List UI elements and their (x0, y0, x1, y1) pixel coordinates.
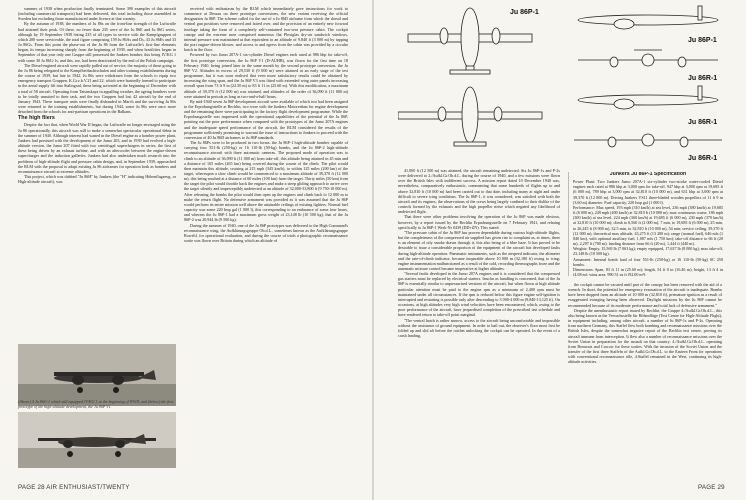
body-paragraph: This project, which was dubbed "Ju 86H" by Junkers (the "H" indicating Höhenflugzeug, or High-altitude aircraft), was (18, 174, 176, 185)
body-paragraph: Performance: Max speed, 193 mph (310 km/h) at sea level, 236 mph (380 km/h) at 19,685 ft (6 000 m), 249 mph (400 km/h) at 32,810 ft (10 000 m); max continuous cruise, 186 mph (300 km/h) at sea level, 224 mph (360 km/h) at 19,685 ft (6 000 m), 230 mph (370 km/h) at 32,810 ft (10 000 m); climb to 6,560 ft (2 000 m), 7 min, to 19,685 ft (6 000 m), 25 min, to 26,245 ft (8 000 m), 32.5 min, to 32,810 ft (10 000 m), 54 min; service ceiling, 39,370 ft (12 000 m), theoretical max altitude, 43,275 ft (13 200 m); range (normal fuel), 646 mls (1 040 km), with optional auxiliary fuel, 1,087 mls (1 750 km); take-off distance to 66 ft (20 m), 2,297 ft (700 m); landing distance from 66 ft (20 m), 1,444 ft (440 m). (573, 204, 723, 247)
aircraft-photo-bottom (18, 412, 176, 468)
drawing-label: Ju 86R-1 (688, 119, 718, 126)
right-page (374, 0, 746, 500)
body-paragraph: "The pressure cabin of the Ju 86P has proven dependable during various high-altitude flights, but the completeness of the compressed air supplied has given rise to complaint as, at times, there is an element of oily smoke drawn through it, this also being of a blue haze. It has proved to be desirable to issue a considerable proportion of the equipment of the aircraft has developed faults during high-altitude operation. Pneumatic instruments, such as the airspeed indicator, the altimeter and the rate-of-climb indicator, became inoperable above 10 000 m (32,180 ft) owing to icing; engine instrumentation malfunctioned as a result of the cold, recording thermographs froze and the automatic mixture control became inoperative at higher altitudes. (398, 229, 560, 271)
left-column-2 (184, 6, 348, 478)
drawing-svg (398, 0, 738, 168)
body-paragraph: By the autumn of 1938, the numbers of Ju 86s on the front-line strength of the Luftwaffe had attained their peak. Of these, no fewer than 235 were of the Ju 86E and Ju 86G series, although by 19 September 1938 listing 235 of all types in service with the Kampfgruppen of which 200 were serviceable, the total figure comprising 159 Ju 86As and Ds, 43 Ju 86Es and 33 Ju 86Gs. From this point the phase-out of the Ju 86 from the Luftwaffe's first-line elements began, its tempo increasing sharply from the beginning of 1939, and when hostilities began in September of that year only one Gruppe still possessed the Junkers bomber, this being IV/KG 1 with some 30 Ju 86G-1s, and this, too, had been deactivated by the end of the Polish campaign. (18, 21, 176, 63)
body-paragraph: The Ju 86Ps were to be produced in two forms: the Ju 86P-1 high-altitude bomber capable of carrying four 551-lb (250-kg) or 16 110-lb (50-kg) bombs, and the Ju 86P-2 high-altitude reconnaissance aircraft with three automatic cameras. The proposed mode of operation was to climb to an altitude of 36,090 ft (11 000 m) from take-off, this altitude being attained in 45 min and a distance of 165 miles (265 km) being covered during the course of the climb. The pilot would then maintain this altitude, cruising at 215 mph (345 km/h), to within 125 miles (200 km) of the target, whereupon a slow climb would be commenced to a maximum altitude of 39,370 ft (12 000 m), this being reached at a distance of 60 miles (100 km) from the target. Thirty miles (50 km) from the target the pilot would throttle back the engines and make a steep gliding approach to arrive over the target silently and imperceptibly undetected at an altitude of 32,000-33,800 ft (9 750-10 000 m). After releasing the bombs the pilot would then open up the engines and climb back to 12 000 m to make the return flight. No defensive armament was provided as it was assumed that the Ju 86P would perform its entire mission well above the attainable ceilings of existing fighters. Normal fuel capacity was some 220 Imp gal (1 000 l), this corresponding to an endurance of some four hours, and whereas the Ju 86P-1 had a maximum gross weight of 23,148 lb (10 500 kg), that of the Ju 86P-2 was 20,944 lb (9 500 kg). (184, 140, 348, 223)
body-paragraph: By mid-1940 seven Ju 86P development aircraft were available of which two had been assigned to the Erprobungsstelle at Rechlin, two were with the Junkers Motorenbau for engine development and the remaining three were participating in the factory flight development programme. While the Erprobungsstelle was impressed with the operational capabilities of the potential of the Ju 86P, pointing out the poor performance when compared with the prototypes of the Jumo 207A engines and the inadequate speed performance of the aircraft, the RLM considered the results of the programme sufficiently promising to warrant the issue of instructions to Junkers to proceed with the conversion of 40 Ju 86D airframes to Ju 86P standards. (184, 98, 348, 140)
body-paragraph: "The ventral hatch is rather narrow, access to the aircraft being uncomfortable and impossible without the assistance of ground equipment. In order to bail out, the observer's floor must first be folded up and slid aft before the ratchet unlocking the cockpit can be operated. In the event of a crash landing, (398, 317, 560, 338)
photo-caption: (Above) A Ju 86G-1 which still equipped IV/KG 1 at the beginning of WWII, and (below) the first prototype of the high-altitude development, the Ju 86P V1. (18, 399, 174, 409)
body-paragraph: Armament: Internal bomb load of four 551-lb (250-kg) or 16 110-lb (50-kg) SC 250 bombs. (573, 256, 723, 267)
body-paragraph: 41,000 ft (12 500 m) was attained, the aircraft remaining undetected. Six Ju 86P-1s and P-2s were delivered to 2./Aufkl.Gr.Ob.d.L. during the course of 1940, and a few missions were flown over the British Isles with indifferent success. A mission report dated 10 December 1940 was, nevertheless, comparatively enthusiastic, commenting that some hundreds of flights up to and above 32,810 ft (10 000 m) had been carried out to that date, including many at night and under difficult to severe icing conditions. The Ju 86P-1, it was considered, was satisfied with both the aircraft and its engines, the observations of the crews being largely confined to their dislike of the controls formed by the exhausts and the high propeller noise which negated any likelihood of undetected flight. (398, 168, 560, 215)
specification-box (568, 172, 723, 276)
drawing-label: Ju 86P-1 (688, 37, 717, 44)
body-paragraph: received with enthusiasm by the RLM which immediately gave instructions for work to commence at Dessau on three prototype conversions, the new variant receiving the official designation Ju 86P. The scheme called for the use of a Ju 86D airframe from which the dorsal and ventral gun positions were removed and faired over, and the provision of an entirely new forward fuselage taking the form of a completely self-contained two-seat pressure cabin. The cockpit canopy and the extreme nose comprised numerous flat Plexiglas dry-air sandwich windows, internal pressure was maintained at that equivalent to an altitude of 9,840 ft (3 000 m) by tapping the port engine-driven blower, and access to and egress from the cabin was provided by a circular hatch in the floor. (184, 6, 348, 53)
body-paragraph: "Several faults developed in the Jumo 207A engines and it is considered that the compressed gas starters must be replaced by electrical starters. Insofar as handling is concerned, that of the Ju 86P is essentially similar to unpressurised versions of the aircraft, but when flown at high altitude particular attention must be paid to the engine rpm as a minimum of 2,400 rpm must be maintained under all circumstances. If the rpm is reduced below this figure engine self-ignition is interrupted and restarting is possible only after descending to 3 000-4 000 m (9,840-13,125 ft). On occasions, at high altitudes very high wind velocities have been encountered, which, owing to the poor performance of the aircraft, have jeopardised completion of the prescribed test schedule and have rendered return to take-off point marginal. (398, 271, 560, 318)
body-paragraph: the cockpit cannot be vacated until part of the canopy has been removed with the aid of a wrench. In short, the potential for emergency evacuation of the aircraft is inadequate. Bombs have been dropped from an altitude of 10 000 m (32,810 ft), premature ignition as a result of exaggerated swinging having been observed. Daylight missions by the Ju 86P cannot be recommended because of its moderate performance and total lack of defensive armament." (568, 282, 722, 308)
aircraft-photo-top (18, 344, 176, 406)
body-paragraph: The Diesel-engined aircraft were rapidly pulled out of service, the majority of these going to the Ju 86 being relegated to the Kampfbeobachtschulen and other training establishments during the course of 1939, but late in 1942, Ju 86s were withdrawn from the schools to equip two emergency transport Gruppen, K.Gr.z.b.V.21 and 22, which were hurriedly formed to participate in the aerial supply lift into Stalingrad, these being activated at the beginning of December with a total of 58 aircraft. Operating from Tatsinskaya in appalling weather, the ageing bombers were to be totally unsuited to their task, and the two Gruppen had lost 42 aircraft by the end of January 1943. These transport units were finally disbanded in March and the surviving Ju 86s were returned to the training establishments, but during 1944, some Ju 86s were once more detached from the schools for anti-partisan operations in the Balkans. (18, 62, 176, 115)
body-paragraph: Weights: Empty, 15,569 lb (7 063 kg); empty equipped, 17,637 lb (8 000 kg); max take-off, 23,148 lb (10 500 kg). (573, 246, 723, 257)
body-paragraph: Powered by two Jumo 207A-1 six-cylinder Diesel engines each rated at 986 bhp for take-off, the first prototype conversion, the Ju 86P V1 (D-AUHB), was flown for the first time on 18 February 1940, being joined later in the same month by the second prototype conversion, the Ju 86P V2. Altitudes in excess of 29,530 ft (9 000 m) were attained at an early stage of the test programme, but it was soon realised that even more satisfactory results could be obtained by increasing the wing span, and the Ju 86P V3 was fitted with extended wing outer panels increasing overall span from 73 ft 9 in (22.50 m) to 83 ft 11 in (25.60 m). With this modification, a maximum altitude of 39,370 ft (12 000 m) was attained, and altitudes of the order of 36,090 ft (11 000 m) were attained in periods as long as two-and-a-half hours. (184, 52, 348, 99)
body-paragraph: Despite the fact that, when World War II began, the Luftwaffe no longer envisaged using the Ju 86 operationally, this aircraft was still to make a somewhat spectacular operational debut in the summer of 1940. Although interest had waned in the Diesel engine as a bomber power plant, Junkers had persisted with the development of the Jumo 205, and in 1939 had evolved a high-altitude version, the Jumo 207 fitted with two centrifugal superchargers in series, the first of these being driven by an exhaust turbine, and with an aftercooler between the engine-driven supercharger and the induction galleries. Junkers had also undertaken much research into the problems of high-altitude flight and pressure cabin design, and, in September 1939, approached the RLM with the proposal to adapt existing Ju 86 airframes for operation both as bombers and reconnaissance aircraft at extreme altitudes. (18, 122, 176, 174)
drawing-label: Ju 86P-1 (510, 9, 539, 16)
body-paragraph: summer of 1938 when production finally terminated. Some 390 examples of this aircraft (including commercial transports) had been delivered, this total including those assembled in Sweden but excluding those manufactured under licence at that country. (18, 6, 176, 22)
spec-title: Junkers Ju 86P-1 Specification (609, 172, 687, 177)
drawing-label: Ju 86R-1 (688, 75, 718, 82)
page-folio-left: PAGE 28 AIR ENTHUSIAST/TWENTY (18, 484, 130, 491)
body-paragraph: That there were other problems involving the operation of the Ju 86P was made obvious, however, by a report issued by the Rechlin Erprobungsstelle on 7 February 1941, and relating specifically to Ju 86P-1 Werk-Nr 0439 (DD+ZN). This stated: (398, 214, 560, 230)
body-paragraph: Dimensions: Span, 83 ft 11 in (25.60 m); length, 54 ft 0 in (16.46 m); height, 13 ft 4 in (4.08 m); wing area, 990.51 sq ft (92.00 m²). (573, 266, 723, 276)
right-column-1 (398, 168, 560, 478)
body-paragraph: Power Plant: Two Junkers Jumo 207A-1 six-cylinder two-stroke water-cooled Diesel engines each rated at 986 bhp at 3,000 rpm for take-off, 947 bhp at 3,000 rpm at 19,685 ft (6 000 m), 789 bhp at 3,000 rpm at 32,810 ft (10 000 m), and 631 bhp at 3,000 rpm at 39,370 ft (12 000 m). Driving Junkers VS11 three-bladed wooden propellers of 11 ft 9 in (3.60 m) diameter. Fuel capacity, 220 Imp gal (1 000 l). (573, 179, 723, 205)
left-page (0, 0, 372, 500)
three-view-drawings (398, 0, 738, 168)
drawing-label: Ju 86R-1 (688, 155, 718, 162)
body-paragraph: Despite the unenthusiastic report issued by Rechlin, the Gruppe 4./Aufkl.Gr.Ob.d.L., this also being known as the Versuchsstelle für Höhenflüge (Test Centre for High-Altitude Flight), in equipment including, among other aircraft, a number of Ju 86P-1s and P-2s. Operating from northern Germany, this Staffel flew both bombing and reconnaissance missions over the British Isles, despite the somewhat negative report of the Rechlin test centre, proving its aircraft immune from interception. It flew also a number of reconnaissance missions over the Soviet Union in preparation for the assault on that country. 4./Aufkl.Gr.Ob.d.L. operating from Beauvais and Cracow for these sorties. With the invasion of the Soviet Union and the transfer of the first three Staffeln of the Aufkl.Gr.Ob.d.L. to the Eastern Front for operations with conventional reconnaissance rôle, 4.Staffel remained in the West, continuing its high-altitude activities. (568, 307, 722, 365)
body-paragraph: During the summer of 1940, one of the Ju 86P prototypes was delivered to the High Command's reconnaissance wing, the Aufklärungsgruppe Ob.d.L., sometimes known as the Aufklärungsgruppe Rowehl, for operational evaluation, and during the course of trials a photographic reconnaissance sortie was flown over Britain during which an altitude of (184, 222, 348, 244)
right-column-2 (568, 282, 722, 478)
section-heading: The high fliers (18, 115, 55, 122)
page-folio-right: PAGE 29 (698, 484, 725, 491)
